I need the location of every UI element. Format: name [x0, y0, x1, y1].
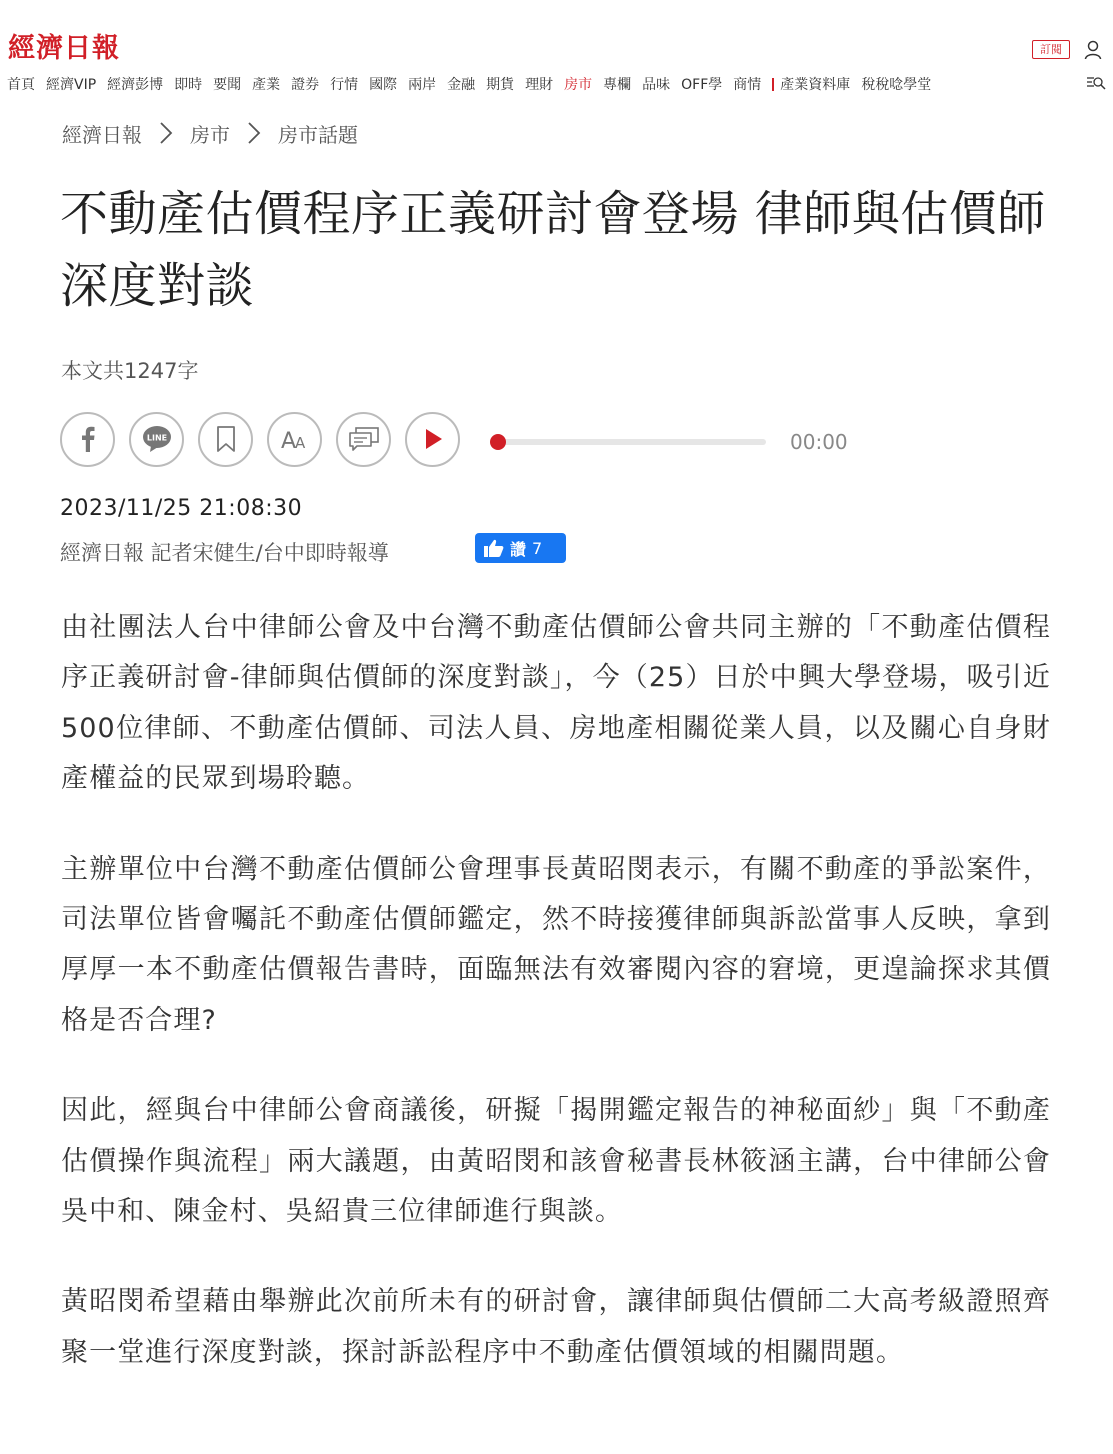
publish-datetime: 2023/11/25 21:08:30: [60, 496, 303, 521]
breadcrumb-housing-topics[interactable]: 房市話題: [278, 122, 358, 147]
chevron-right-icon: [152, 118, 180, 148]
font-size-icon: [280, 428, 310, 450]
main-nav: [7, 73, 942, 95]
nav-item[interactable]: 證券: [291, 77, 320, 93]
svg-text:A: A: [294, 434, 305, 450]
nav-item[interactable]: 房市: [564, 77, 593, 93]
audio-time: 00:00: [790, 430, 848, 454]
audio-progress-knob[interactable]: [490, 434, 506, 450]
nav-item[interactable]: 稅稅唸學堂: [861, 77, 932, 93]
nav-item[interactable]: 兩岸: [408, 77, 437, 93]
search-icon[interactable]: [1086, 74, 1106, 92]
nav-item[interactable]: 期貨: [486, 77, 515, 93]
facebook-icon: [81, 426, 95, 452]
breadcrumb: [62, 118, 358, 148]
comment-icon: [349, 427, 379, 451]
bookmark-icon: [216, 426, 236, 452]
site-logo[interactable]: 經濟日報: [8, 33, 120, 64]
breadcrumb-home[interactable]: 經濟日報: [62, 122, 142, 147]
nav-item[interactable]: 經濟VIP: [46, 77, 97, 93]
font-size-button[interactable]: [267, 412, 322, 467]
nav-item[interactable]: 行情: [330, 77, 359, 93]
article-paragraph: 因此，經與台中律師公會商議後，研擬「揭開鑑定報告的神秘面紗」與「不動產估價操作與流程」兩大議題，由黃昭閔和該會秘書長林筱涵主講，台中律師公會吳中和、陳金村、吳紹貴三位律師進行與談。: [61, 1095, 1051, 1228]
bookmark-button[interactable]: [198, 412, 253, 467]
audio-progress-bar[interactable]: [492, 439, 766, 445]
nav-item[interactable]: 產業: [252, 77, 281, 93]
nav-item[interactable]: 產業資料庫: [780, 77, 851, 93]
play-audio-button[interactable]: [405, 412, 460, 467]
nav-item[interactable]: 理財: [525, 77, 554, 93]
article-paragraph: 由社團法人台中律師公會及中台灣不動產估價師公會共同主辦的「不動產估價程序正義研討會-律師與估價師的深度對談」，今（25）日於中興大學登場，吸引近500位律師、不動產估價師、司法人員、房地產相關從業人員，以及關心自身財產權益的民眾到場聆聽。: [61, 612, 1051, 795]
subscribe-button[interactable]: 訂閱: [1032, 40, 1070, 59]
article-title: 不動產估價程序正義研討會登場 律師與估價師深度對談: [60, 186, 1046, 314]
facebook-like-button[interactable]: [475, 533, 566, 563]
nav-divider: [772, 78, 774, 91]
svg-text:LINE: LINE: [146, 433, 167, 443]
comment-button[interactable]: [336, 412, 391, 467]
nav-item[interactable]: 國際: [369, 77, 398, 93]
audio-player: [492, 430, 848, 454]
chevron-right-icon: [240, 118, 268, 148]
nav-item[interactable]: OFF學: [681, 77, 723, 93]
user-icon[interactable]: [1084, 40, 1102, 60]
word-count: 本文共1247字: [61, 359, 199, 383]
facebook-share-button[interactable]: [60, 412, 115, 467]
like-count: 7: [532, 538, 543, 558]
nav-item[interactable]: 品味: [642, 77, 671, 93]
article-paragraph: 主辦單位中台灣不動產估價師公會理事長黃昭閔表示，有關不動產的爭訟案件，司法單位皆會囑託不動產估價師鑑定，然不時接獲律師與訴訟當事人反映，拿到厚厚一本不動產估價報告書時，面臨無法有效審閱內容的窘境，更遑論探求其價格是否合理?: [61, 853, 1051, 1036]
nav-item[interactable]: 經濟彭博: [107, 77, 164, 93]
thumbs-up-icon: [484, 539, 504, 557]
svg-text:A: A: [280, 429, 296, 450]
author-byline: 經濟日報 記者宋健生/台中即時報導: [60, 541, 389, 565]
nav-item[interactable]: 即時: [174, 77, 203, 93]
line-icon: [142, 425, 172, 453]
nav-item[interactable]: 金融: [447, 77, 476, 93]
nav-item[interactable]: 要聞: [213, 77, 242, 93]
nav-item[interactable]: 首頁: [7, 77, 35, 93]
article-body: [61, 603, 1051, 1418]
like-label: 讚: [510, 539, 527, 559]
line-share-button[interactable]: [129, 412, 184, 467]
breadcrumb-housing[interactable]: 房市: [190, 122, 230, 147]
play-icon: [423, 427, 443, 451]
share-toolbar: [60, 411, 474, 467]
nav-item[interactable]: 專欄: [603, 77, 632, 93]
article-paragraph: 黃昭閔希望藉由舉辦此次前所未有的研討會，讓律師與估價師二大高考級證照齊聚一堂進行深度對談，探討訴訟程序中不動產估價領域的相關問題。: [61, 1286, 1051, 1368]
nav-item[interactable]: 商情: [733, 77, 762, 93]
